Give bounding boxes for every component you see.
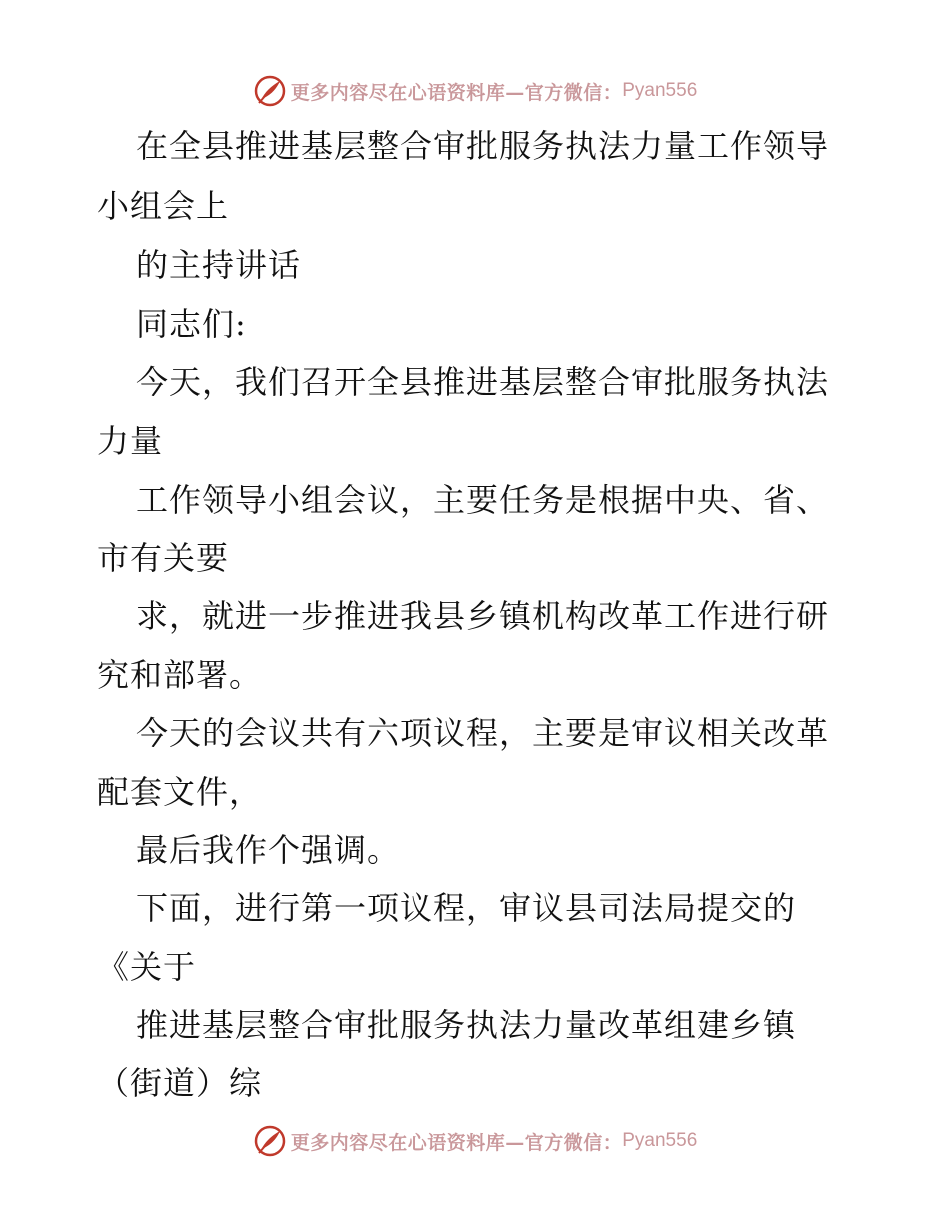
doc-line: 《关于 — [97, 948, 197, 986]
footer-watermark — [0, 1121, 950, 1161]
header-watermark — [0, 71, 950, 111]
doc-line: 配套文件， — [97, 773, 263, 811]
doc-line: 市有关要 — [97, 539, 230, 577]
quill-logo-icon — [253, 1124, 287, 1158]
doc-line: 在全县推进基层整合审批服务执法力量工作领导 — [136, 127, 830, 165]
watermark-id: Pyan556 — [622, 80, 698, 101]
watermark-text: 更多内容尽在心语资料库—官方微信： — [290, 81, 623, 104]
doc-line: 今天，我们召开全县推进基层整合审批服务执法 — [136, 363, 830, 401]
doc-line: 最后我作个强调。 — [136, 831, 401, 869]
doc-line: 同志们: — [136, 305, 247, 343]
watermark-text: 更多内容尽在心语资料库—官方微信： — [290, 1131, 623, 1154]
doc-line: 的主持讲话 — [136, 246, 302, 284]
watermark-id: Pyan556 — [622, 1130, 698, 1151]
doc-line: 力量 — [97, 422, 164, 460]
doc-line: 究和部署。 — [97, 656, 263, 694]
doc-line: 求，就进一步推进我县乡镇机构改革工作进行研 — [136, 597, 830, 635]
doc-line: 下面，进行第一项议程，审议县司法局提交的 — [136, 889, 797, 927]
doc-line: 推进基层整合审批服务执法力量改革组建乡镇 — [136, 1006, 797, 1044]
quill-logo-icon — [253, 74, 287, 108]
doc-line: （街道）综 — [97, 1064, 263, 1102]
doc-line: 小组会上 — [97, 187, 230, 225]
doc-line: 工作领导小组会议，主要任务是根据中央、省、 — [136, 481, 830, 519]
doc-line: 今天的会议共有六项议程，主要是审议相关改革 — [136, 714, 830, 752]
